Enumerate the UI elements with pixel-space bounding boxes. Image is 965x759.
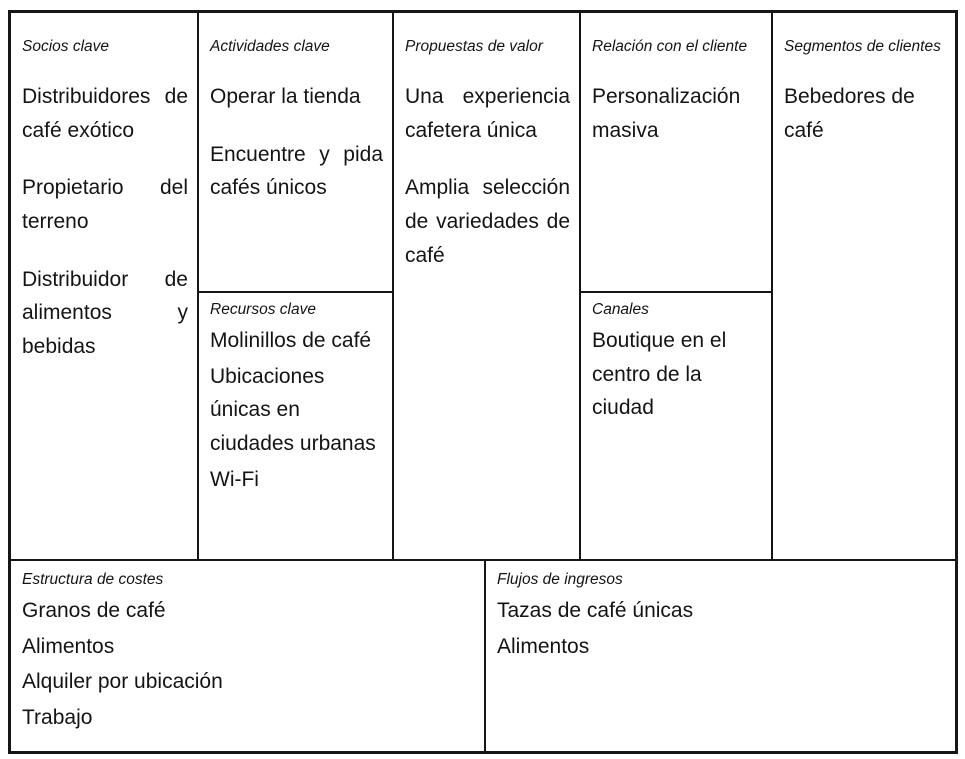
revenue-streams-title: Flujos de ingresos bbox=[497, 571, 623, 588]
key-partners-item: Distribuidores de café exótico bbox=[22, 85, 188, 142]
canvas-top-row bbox=[11, 13, 955, 559]
customer-segments-cell bbox=[773, 13, 955, 559]
key-resources-title: Recursos clave bbox=[210, 301, 316, 318]
key-partners-title: Socios clave bbox=[22, 38, 110, 55]
key-resources-cell bbox=[199, 293, 392, 559]
key-partners-cell bbox=[11, 13, 197, 559]
business-model-canvas bbox=[8, 10, 958, 754]
customer-relationships-cell bbox=[581, 13, 771, 293]
canvas-bottom-row bbox=[11, 559, 955, 751]
channels-item: Boutique en el centro de la ciudad bbox=[592, 329, 727, 420]
customer-relationships-item: Personalización masiva bbox=[592, 85, 741, 142]
channels-cell bbox=[581, 293, 771, 559]
key-activities-cell bbox=[199, 13, 392, 293]
value-propositions-cell bbox=[394, 13, 579, 559]
revenue-streams-cell bbox=[486, 561, 955, 751]
value-propositions-item: Una experiencia cafetera única bbox=[405, 85, 570, 142]
key-partners-item: Propietario del terreno bbox=[22, 176, 188, 233]
key-activities-title: Actividades clave bbox=[210, 38, 330, 55]
cost-structure-item: Alquiler por ubicación bbox=[22, 670, 223, 694]
key-activities-column bbox=[199, 13, 394, 559]
key-activities-item: Operar la tienda bbox=[210, 85, 361, 109]
cost-structure-item: Granos de café bbox=[22, 599, 166, 623]
revenue-streams-item: Alimentos bbox=[497, 634, 590, 658]
value-propositions-item: Amplia selección de variedades de café bbox=[405, 176, 570, 267]
key-partners-item: Distribuidor de alimentos y bebidas bbox=[22, 267, 188, 358]
customer-segments-item: Bebedores de café bbox=[784, 85, 915, 142]
cost-structure-cell bbox=[11, 561, 486, 751]
customer-segments-title: Segmentos de clientes bbox=[784, 38, 941, 55]
value-propositions-title: Propuestas de valor bbox=[405, 38, 543, 55]
value-propositions-column bbox=[394, 13, 581, 559]
customer-relationships-column bbox=[581, 13, 773, 559]
customer-relationships-title: Relación con el cliente bbox=[592, 38, 748, 55]
customer-segments-column bbox=[773, 13, 955, 559]
channels-title: Canales bbox=[592, 301, 649, 318]
key-resources-item: Wi-Fi bbox=[210, 467, 259, 491]
cost-structure-item: Trabajo bbox=[22, 705, 93, 729]
cost-structure-item: Alimentos bbox=[22, 634, 115, 658]
key-resources-item: Ubicaciones únicas en ciudades urbanas bbox=[210, 364, 376, 455]
key-resources-item: Molinillos de café bbox=[210, 329, 372, 353]
cost-structure-title: Estructura de costes bbox=[22, 571, 164, 588]
key-activities-item: Encuentre y pida cafés únicos bbox=[210, 142, 383, 200]
key-partners-column bbox=[11, 13, 199, 559]
revenue-streams-item: Tazas de café únicas bbox=[497, 599, 694, 623]
